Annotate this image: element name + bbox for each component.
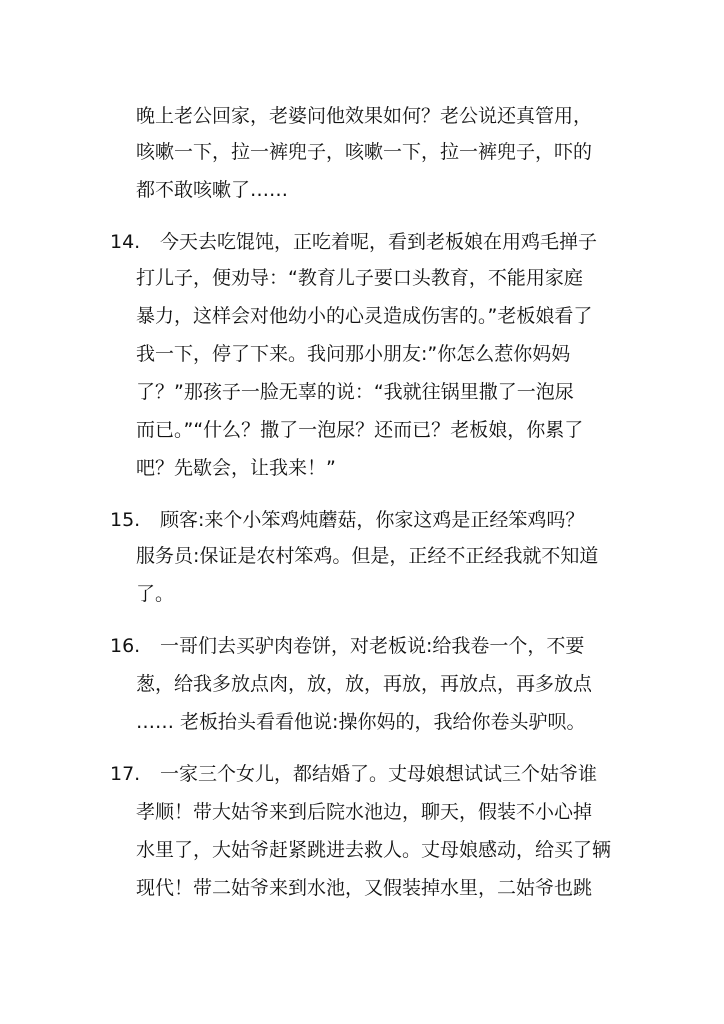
text-line: 顾客:来个小笨鸡炖蘑菇，你家这鸡是正经笨鸡吗？ (160, 509, 585, 531)
text-line: 都不敢咳嗽了…… (136, 179, 289, 201)
text-line: 现代！带二姑爷来到水池，又假装掉水里，二姑爷也跳 (136, 877, 593, 899)
text-line: 咳嗽一下，拉一裤兜子，咳嗽一下，拉一裤兜子，吓的 (136, 141, 593, 163)
text-line: 一哥们去买驴肉卷饼，对老板说:给我卷一个，不要 (160, 635, 585, 657)
text-line: 葱，给我多放点肉，放，放，再放，再放点，再多放点 (136, 673, 593, 695)
text-line: 打儿子，便劝导：“教育儿子要口头教育，不能用家庭 (136, 267, 583, 289)
text-line: …… 老板抬头看看他说:操你妈的，我给你卷头驴呗。 (136, 711, 586, 733)
text-line: 暴力，这样会对他幼小的心灵造成伤害的。”老板娘看了 (136, 305, 593, 327)
item-number: 14. (110, 231, 141, 253)
text-line: 了。 (136, 583, 175, 605)
text-line: 水里了，大姑爷赶紧跳进去救人。丈母娘感动，给买了辆 (136, 839, 612, 861)
item-number: 17. (110, 763, 141, 785)
text-line: 我一下，停了下来。我问那小朋友:”你怎么惹你妈妈 (136, 343, 571, 365)
text-line: 服务员:保证是农村笨鸡。但是，正经不正经我就不知道 (136, 545, 599, 567)
text-line: 吧？先歇会，让我来！” (136, 457, 336, 479)
text-line: 今天去吃馄饨，正吃着呢，看到老板娘在用鸡毛掸子 (160, 231, 598, 253)
text-line: 而已。”“什么？撒了一泡尿？还而已？老板娘，你累了 (136, 419, 584, 441)
text-line: 一家三个女儿，都结婚了。丈母娘想试试三个姑爷谁 (160, 763, 598, 785)
text-line: 孝顺！带大姑爷来到后院水池边，聊天，假装不小心掉 (136, 801, 593, 823)
text-line: 了？”那孩子一脸无辜的说：“我就往锅里撒了一泡尿 (136, 381, 574, 403)
item-number: 15. (110, 509, 141, 531)
item-number: 16. (110, 635, 141, 657)
text-line: 晚上老公回家，老婆问他效果如何？老公说还真管用， (136, 105, 593, 127)
